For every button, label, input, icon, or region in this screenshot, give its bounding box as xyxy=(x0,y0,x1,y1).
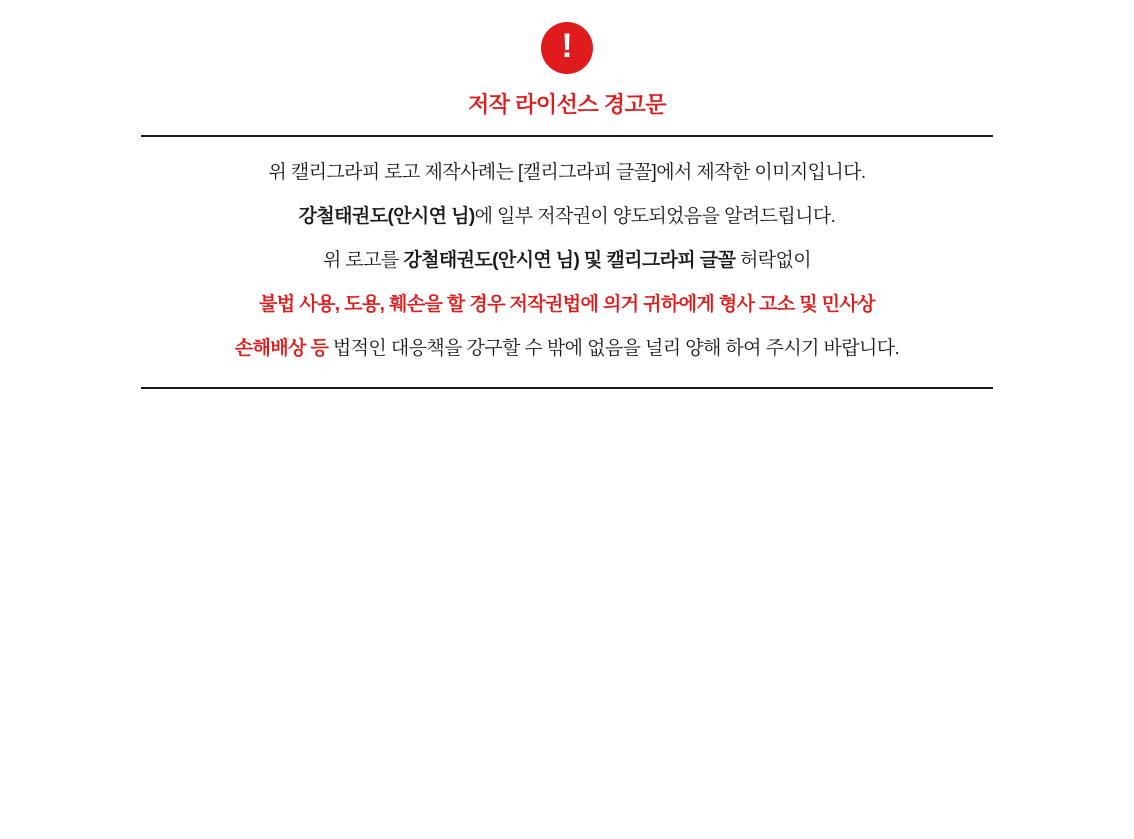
copyright-warning-notice xyxy=(0,0,1134,389)
notice-body xyxy=(141,135,993,389)
notice-text-segment: 허락없이 xyxy=(735,250,812,271)
notice-line xyxy=(141,195,993,239)
notice-line xyxy=(141,327,993,371)
notice-text-segment: 손해배상 등 xyxy=(234,338,329,359)
notice-text-segment: 불법 사용, 도용, 훼손을 할 경우 저작권법에 의거 귀하에게 형사 고소 및 민사상 xyxy=(259,294,875,315)
notice-line xyxy=(141,239,993,283)
exclamation-glyph: ! xyxy=(561,27,573,65)
exclamation-icon xyxy=(541,22,593,74)
notice-title: 저작 라이선스 경고문 xyxy=(468,92,666,117)
notice-text-segment: 법적인 대응책을 강구할 수 밖에 없음을 널리 양해 하여 주시기 바랍니다. xyxy=(328,338,900,359)
notice-text-segment: 위 캘리그라피 로고 제작사례는 [캘리그라피 글꼴]에서 제작한 이미지입니다. xyxy=(268,162,866,183)
notice-text-segment: 강철태권도(안시연 님) xyxy=(298,206,475,227)
notice-text-segment: 에 일부 저작권이 양도되었음을 알려드립니다. xyxy=(474,206,836,227)
warning-badge-wrap xyxy=(0,22,1134,74)
notice-text-segment: 강철태권도(안시연 님) 및 캘리그라피 글꼴 xyxy=(403,250,736,271)
notice-line xyxy=(141,151,993,195)
notice-text-segment: 위 로고를 xyxy=(322,250,404,271)
notice-line xyxy=(141,283,993,327)
